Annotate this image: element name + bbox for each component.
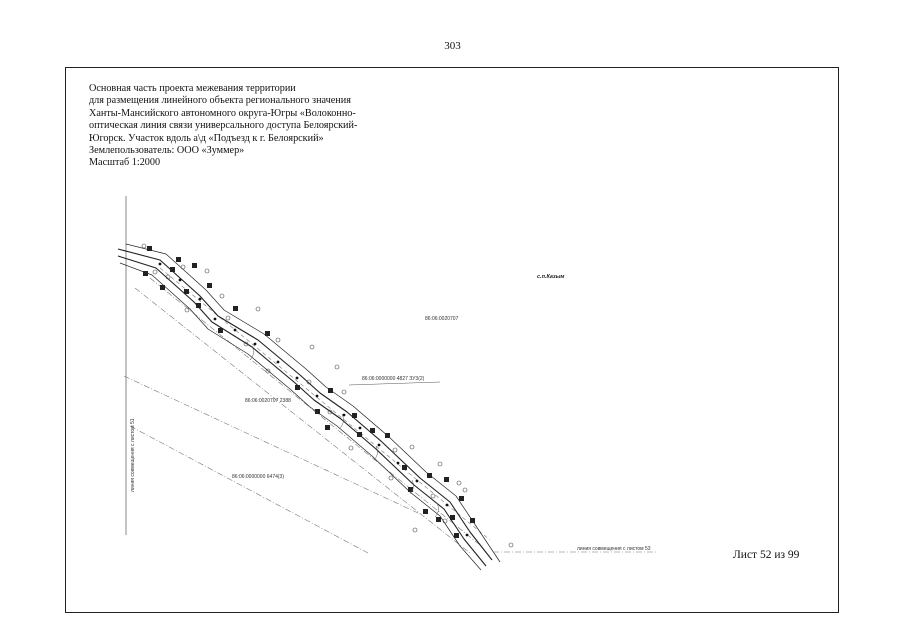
title-line-4: оптическая линия связи универсального доступа Белоярский- (89, 120, 358, 132)
title-line-1: Основная часть проекта межевания территории (89, 83, 296, 94)
parcel-lower-label: 86:06:0000000 6474(3) (232, 474, 284, 480)
road-label-leader (349, 382, 440, 385)
page-number: 303 (444, 40, 461, 52)
sheet-number: Лист 52 из 99 (733, 549, 800, 561)
boundary-circles (142, 244, 513, 547)
title-line-3: Ханты-Мансийского автономного округа-Югры «Волоконно- (89, 107, 356, 119)
parcel-main-label: 86:06:0020707 (425, 316, 459, 322)
road-corridor (118, 244, 500, 570)
title-line-2: для размещения линейного объекта регионального значения (89, 95, 351, 107)
parcel-road-label: 86:06:0000000 4827 ЗУ3(2) (362, 376, 425, 382)
title-line-5: Югорск. Участок вдоль а\д «Подъезд к г. Белоярский» (89, 132, 324, 144)
boundary-lines (124, 268, 490, 553)
parcel-left-label: 86:06:0020707 2388 (245, 398, 291, 404)
settlement-label: с.п.Казым (537, 274, 565, 280)
land-user-line: Землепользователь: ООО «Зуммер» (89, 145, 245, 157)
scale-line: Масштаб 1:2000 (89, 157, 161, 169)
right-matchline-label: линия совмещения с листом 53 (577, 546, 651, 552)
left-matchline-label: линия совмещения с листом 51 (130, 418, 136, 492)
